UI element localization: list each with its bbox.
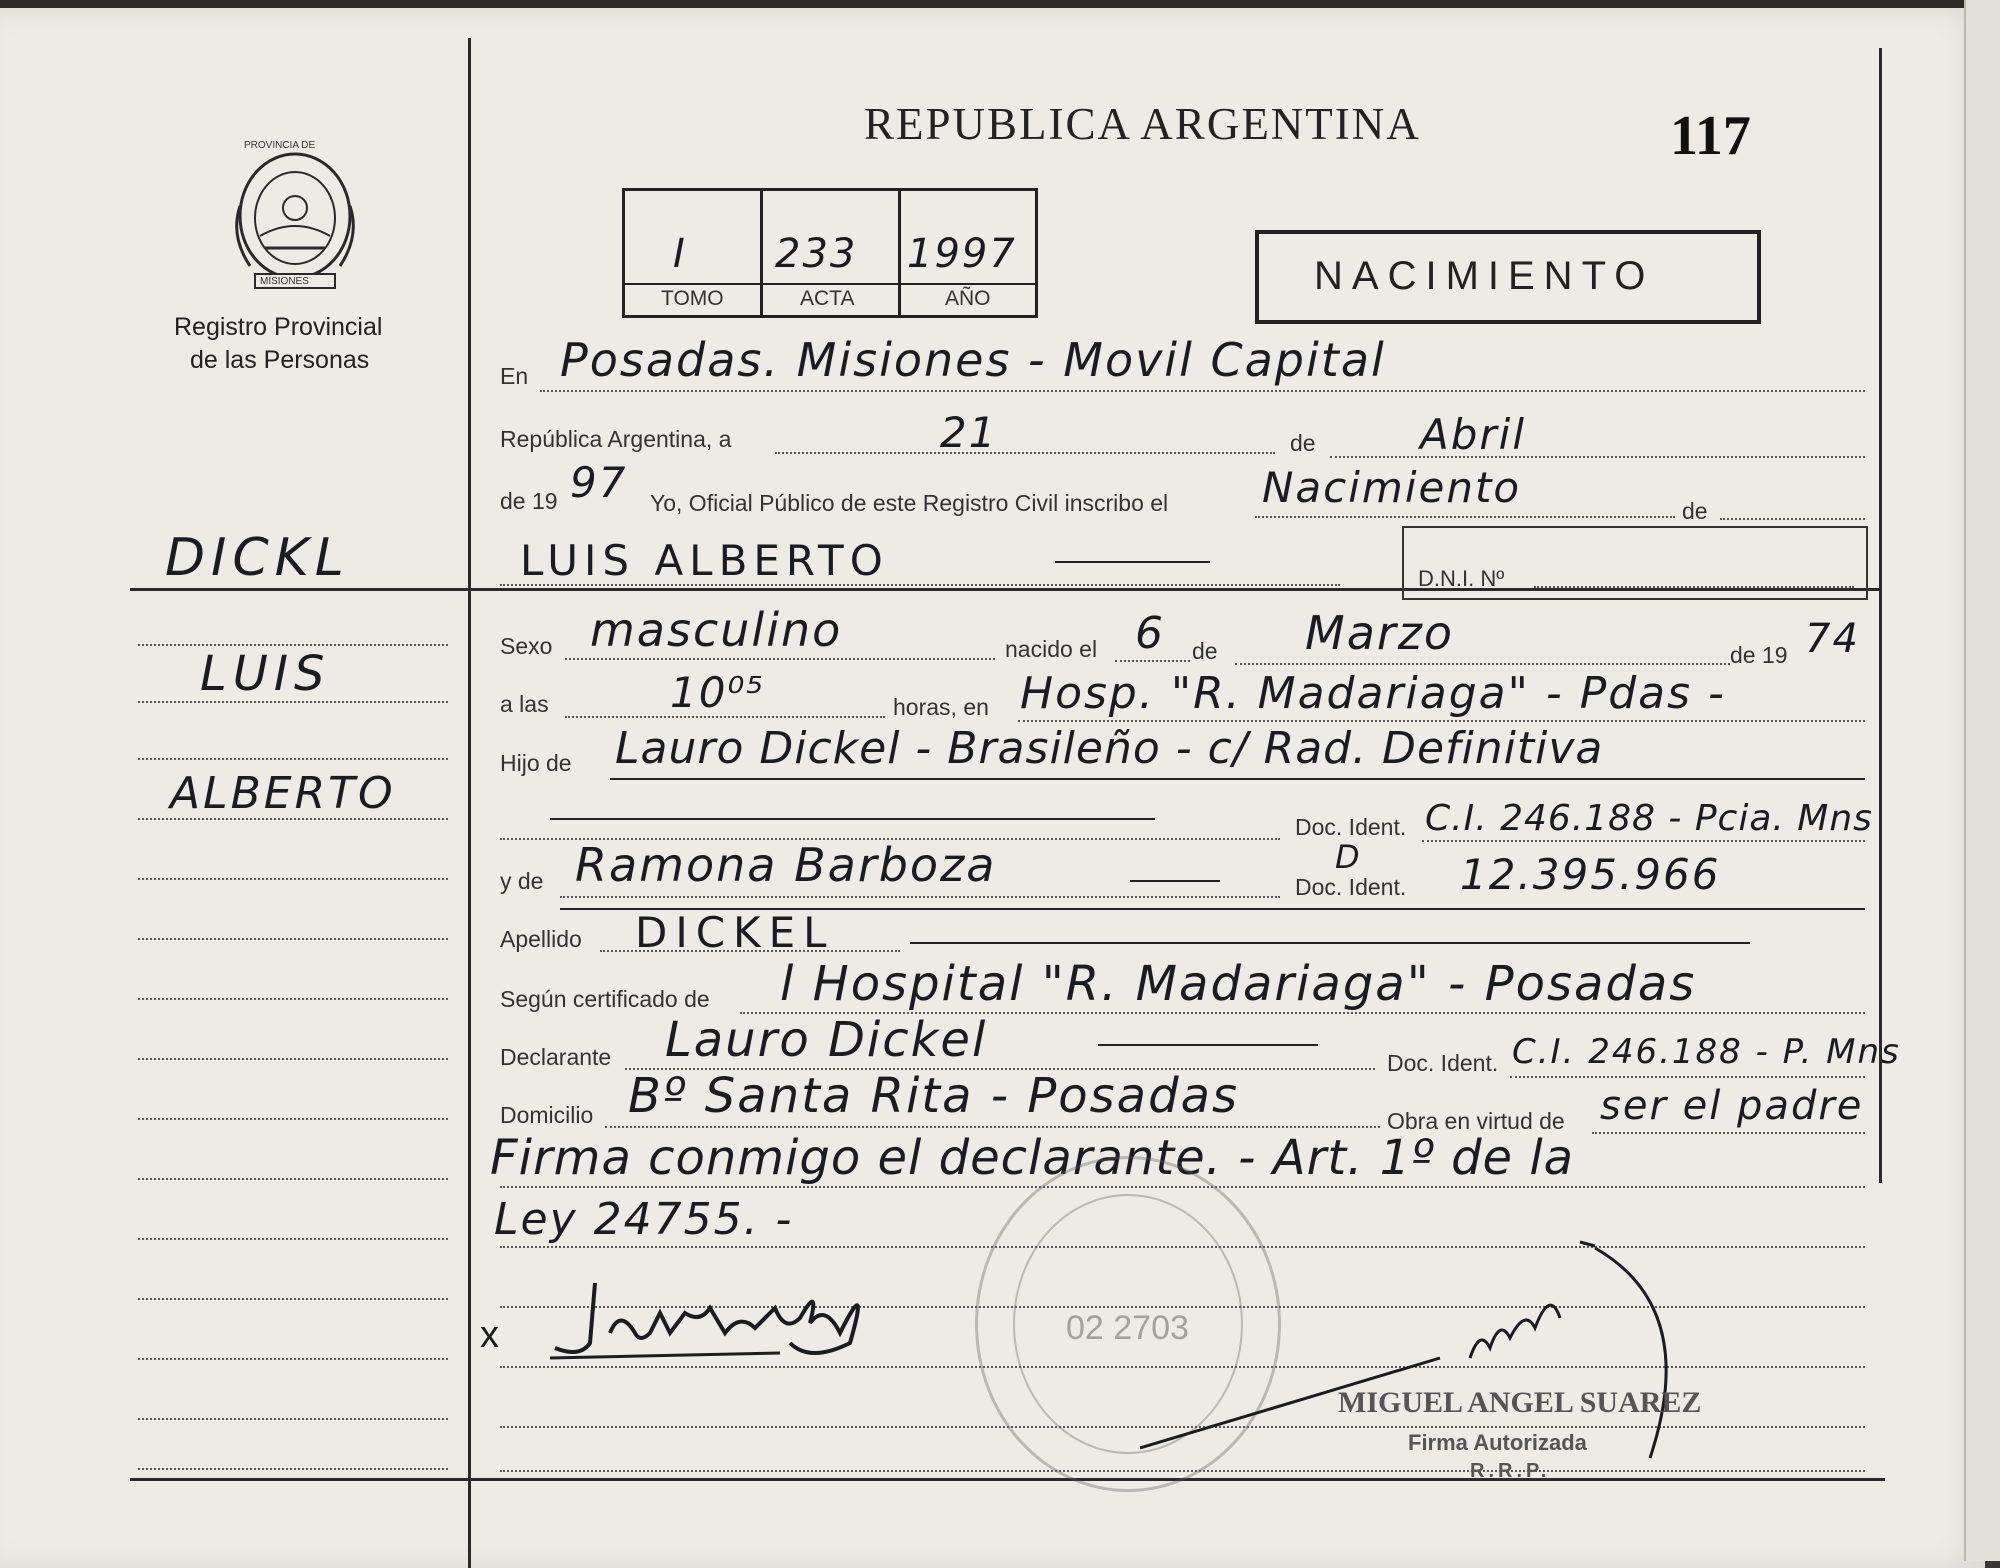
document-type-box (1255, 230, 1761, 324)
bottom-rule (130, 1478, 1885, 1481)
doc-type-mark: D (1335, 838, 1362, 876)
note-line2: Ley 24755. - (494, 1194, 794, 1245)
de19-label2: de 19 (1730, 642, 1788, 668)
left-dotline (138, 1058, 448, 1060)
left-dotline (138, 758, 448, 760)
column-divider (468, 38, 471, 1568)
declarante-strike (1098, 1044, 1318, 1046)
tomo-label: TOMO (661, 287, 724, 310)
mother-dotline (560, 896, 1280, 898)
left-dotline (138, 1118, 448, 1120)
acta-value: 233 (775, 231, 858, 277)
dni-label: D.N.I. Nº (1418, 566, 1505, 591)
place-dotline (1018, 720, 1865, 722)
left-dotline (138, 1468, 448, 1470)
apellido-strike (910, 942, 1750, 944)
left-dotline (138, 878, 448, 880)
domicilio-value: Bº Santa Rita - Posadas (628, 1068, 1239, 1124)
day-dotline (775, 452, 1275, 454)
left-dotline (138, 1418, 448, 1420)
dni-dotline (1534, 586, 1854, 588)
day-value: 21 (940, 408, 998, 457)
sexo-label: Sexo (500, 633, 553, 659)
declarante-doc-dotline (1510, 1076, 1865, 1078)
month-dotline (1330, 456, 1865, 458)
apellido-value: DICKEL (635, 908, 835, 957)
hour-value: 10⁰⁵ (670, 668, 766, 717)
a-las-label: a las (500, 691, 549, 717)
father-doc-value: C.I. 246.188 - Pcia. Mns (1425, 798, 1873, 839)
y-de-label: y de (500, 868, 544, 894)
birth-month-value: Marzo (1305, 606, 1455, 660)
official-org: R.R.P. (1470, 1460, 1551, 1482)
hijo-label: Hijo de (500, 750, 572, 776)
doc-ident-label2: Doc. Ident. (1295, 874, 1407, 900)
mother-strike (1130, 880, 1220, 882)
apellido-label: Apellido (500, 926, 582, 952)
country-title: REPUBLICA ARGENTINA (864, 99, 1421, 149)
official-name: MIGUEL ANGEL SUAREZ (1338, 1386, 1702, 1419)
republica-label: República Argentina, a (500, 426, 732, 452)
doc-ident-label3: Doc. Ident. (1387, 1050, 1499, 1076)
left-dotline (138, 938, 448, 940)
provincial-seal (220, 136, 370, 296)
horas-label: horas, en (893, 694, 989, 720)
segun-value: l Hospital "R. Madariaga" - Posadas (780, 956, 1697, 1012)
stamp-number: 02 2703 (1066, 1309, 1189, 1347)
registry-line2: de las Personas (190, 346, 370, 374)
de19-label: de 19 (500, 488, 558, 514)
year-value: 97 (570, 458, 628, 507)
birthday-dotline (1115, 660, 1190, 662)
registry-line1: Registro Provincial (174, 313, 383, 341)
doc-ident-label: Doc. Ident. (1295, 814, 1407, 840)
declarante-label: Declarante (500, 1044, 612, 1070)
father-underline (610, 778, 1865, 780)
de-label: de (1290, 430, 1316, 456)
birthmonth-dotline (1235, 663, 1730, 665)
birth-year-value: 74 (1805, 616, 1860, 662)
father-extra-line (550, 818, 1155, 820)
left-dotline (138, 1298, 448, 1300)
en-dotline (540, 390, 1865, 392)
left-dotline (138, 1238, 448, 1240)
acta-label: ACTA (800, 287, 855, 310)
left-dotline (138, 1358, 448, 1360)
left-surname: DICKL (165, 528, 350, 588)
month-value: Abril (1420, 410, 1526, 459)
de-label2: de (1682, 498, 1708, 524)
en-value: Posadas. Misiones - Movil Capital (560, 333, 1386, 387)
name-value: LUIS ALBERTO (520, 536, 889, 585)
obra-dotline (1592, 1132, 1865, 1134)
father-value: Lauro Dickel - Brasileño - c/ Rad. Definitiva (615, 723, 1604, 774)
note-line1: Firma conmigo el declarante. - Art. 1º de la (490, 1130, 1575, 1186)
left-dotline (138, 1178, 448, 1180)
name-strike (1055, 561, 1210, 563)
event-dotline (1255, 516, 1675, 518)
en-label: En (500, 363, 529, 389)
anio-value: 1997 (907, 231, 1017, 277)
declarante-signature (550, 1263, 970, 1363)
anio-label: AÑO (945, 287, 991, 310)
father-doc-dotline (1422, 840, 1865, 842)
domicilio-label: Domicilio (500, 1102, 594, 1128)
official-title: Firma Autorizada (1408, 1430, 1587, 1455)
obra-value: ser el padre (1600, 1083, 1864, 1129)
document-type: NACIMIENTO (1314, 254, 1655, 298)
seal-bottom-text: MISIONES (260, 276, 309, 287)
record-box (622, 188, 1038, 318)
right-border (1879, 48, 1882, 1183)
left-header-rule (130, 588, 470, 591)
obra-label: Obra en virtud de (1387, 1108, 1565, 1134)
certificate-page (0, 8, 1985, 1568)
name-dotline (500, 584, 1340, 586)
book-page-edge (1964, 0, 2000, 1561)
dni-box (1402, 526, 1868, 600)
birth-day-value: 6 (1135, 608, 1165, 659)
sexo-value: masculino (590, 603, 843, 657)
declarante-doc-value: C.I. 246.188 - P. Mns (1512, 1032, 1901, 1072)
nacido-label: nacido el (1005, 636, 1098, 662)
left-first-name: LUIS (200, 646, 331, 702)
sexo-dotline (565, 658, 995, 660)
tomo-value: I (673, 231, 687, 277)
segun-label: Según certificado de (500, 986, 710, 1012)
de-label3: de (1192, 638, 1218, 664)
place-value: Hosp. "R. Madariaga" - Pdas - (1020, 668, 1726, 719)
mother-doc-value: 12.395.966 (1460, 850, 1721, 899)
oficial-label: Yo, Oficial Público de este Registro Civil inscribo el (650, 490, 1169, 516)
seal-top-text: PROVINCIA DE (244, 140, 316, 151)
declarante-x-mark: x (480, 1314, 499, 1356)
left-dotline (138, 998, 448, 1000)
page-number: 117 (1670, 105, 1751, 167)
domicilio-dotline (605, 1126, 1380, 1128)
declarante-value: Lauro Dickel (665, 1012, 988, 1068)
event-value: Nacimiento (1262, 463, 1522, 512)
mother-value: Ramona Barboza (575, 838, 997, 892)
left-middle-name: ALBERTO (170, 768, 396, 819)
de2-dotline (1720, 518, 1865, 520)
